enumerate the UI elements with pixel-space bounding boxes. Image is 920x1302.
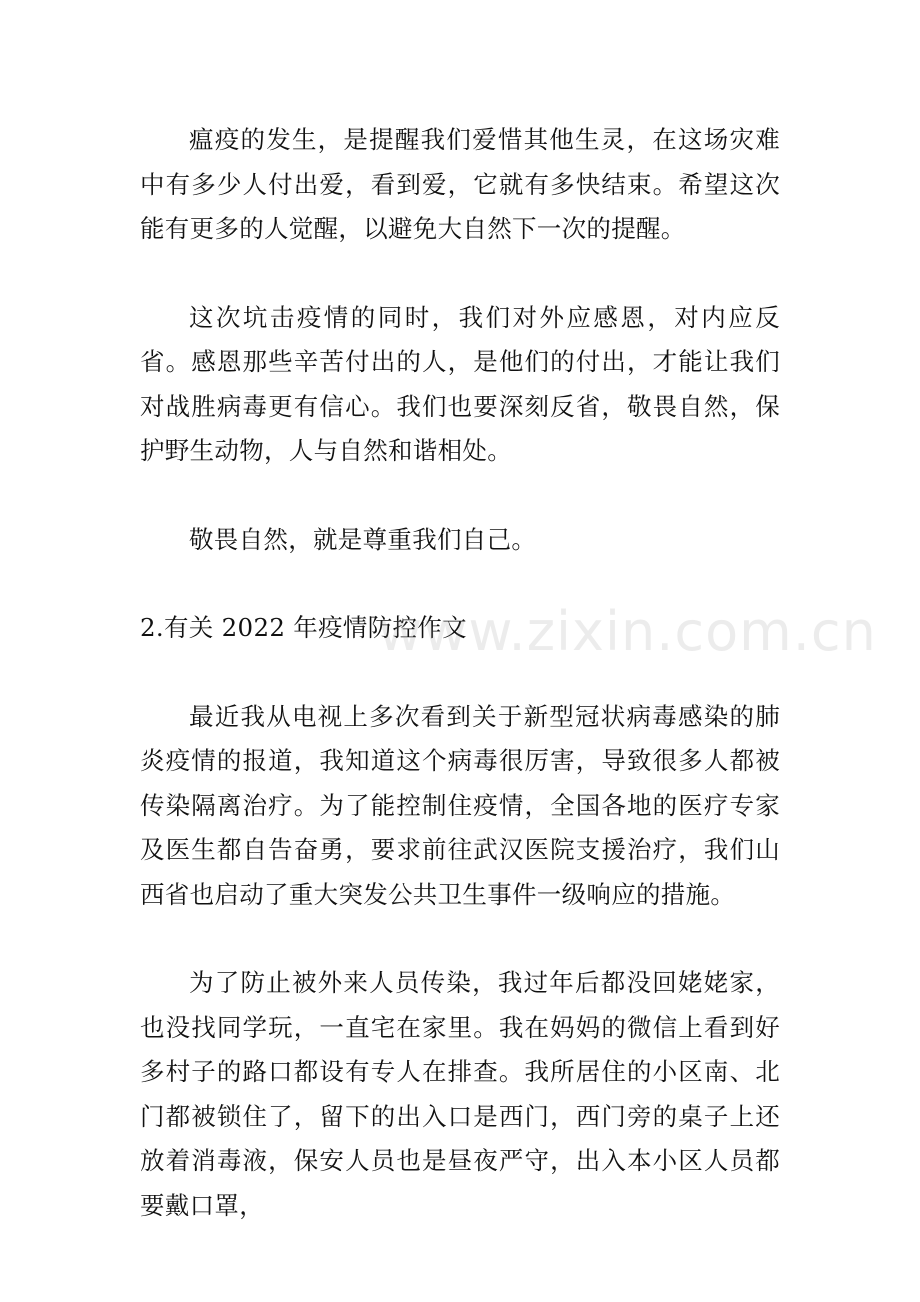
paragraph-stay-home: 为了防止被外来人员传染，我过年后都没回姥姥家，也没找同学玩，一直宅在家里。我在妈妈的微信上看到好多村子的路口都设有专人在排查。我所居住的小区南、北门都被锁住了，留下的出入口是西门，西门旁的桌子上还放着消毒液，保安人员也是昼夜严守，出入本小区人员都要戴口罩， [140,968,780,1220]
document-body [140,118,780,1228]
paragraph-news-reports: 最近我从电视上多次看到关于新型冠状病毒感染的肺炎疫情的报道，我知道这个病毒很厉害，导致很多人都被传染隔离治疗。为了能控制住疫情，全国各地的医疗专家及医生都自告奋勇，要求前往武汉医院支援治疗，我们山西省也启动了重大突发公共卫生事件一级响应的措施。 [140,701,780,909]
paragraph-gratitude-reflection: 这次坑击疫情的同时，我们对外应感恩，对内应反省。感恩那些辛苦付出的人，是他们的付出，才能让我们对战胜病毒更有信心。我们也要深刻反省，敬畏自然，保护野生动物，人与自然和谐相处。 [140,302,780,465]
section-heading: 2.有关 2022 年疫情防控作文 [140,613,467,642]
watermark-text: www.zixin.com.cn [378,600,877,663]
paragraph-plague-reminder: 瘟疫的发生，是提醒我们爱惜其他生灵，在这场灾难中有多少人付出爱，看到爱，它就有多快结束。希望这次能有更多的人觉醒，以避免大自然下一次的提醒。 [140,125,780,243]
paragraph-respect-nature: 敬畏自然，就是尊重我们自己。 [189,524,537,554]
